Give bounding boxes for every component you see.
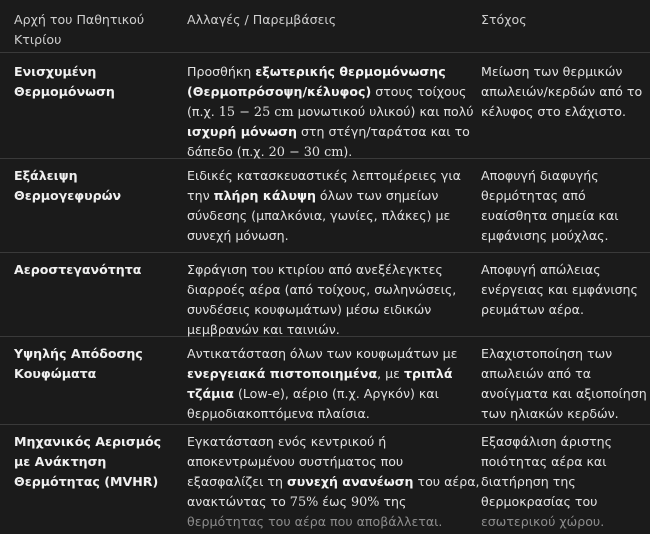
row-changes (187, 260, 457, 340)
table-row (0, 344, 650, 425)
row-changes-line: δάπεδο (π.χ. 20 − 30 cm). (187, 144, 353, 160)
row-changes-line: μεμβρανών και ταινιών. (187, 322, 340, 337)
header-changes-label: Αλλαγές / Παρεμβάσεις (187, 12, 337, 27)
row-goal-line: Αποφυγή απώλειας (481, 262, 601, 277)
row-goal-line: διατήρηση της (481, 474, 576, 489)
row-changes-line: Εγκατάσταση ενός κεντρικού ή (187, 434, 387, 449)
row-changes (187, 62, 474, 162)
row-goal-line: Μείωση των θερμικών (481, 64, 623, 79)
row-principle-line: Θερμομόνωση (14, 84, 115, 99)
table-row (0, 260, 650, 337)
row-goal-line: θερμότητας από (481, 188, 586, 203)
row-principle-line: με Ανάκτηση (14, 454, 107, 469)
row-principle-line: Θερμότητας (MVHR) (14, 474, 159, 489)
row-goal (481, 344, 647, 424)
row-principle (14, 432, 174, 492)
row-changes-line: ανακτώντας το 75% έως 90% της (187, 494, 407, 510)
table-header-row (0, 10, 650, 53)
row-changes-line: (Θερμοπρόσοψη/κέλυφος) στους τοίχους (187, 84, 467, 99)
header-principle (14, 10, 174, 50)
header-changes (187, 10, 457, 30)
table-row (0, 62, 650, 159)
row-principle-line: Εξάλειψη (14, 168, 78, 183)
row-changes-line: εξασφαλίζει τη συνεχή ανανέωση του αέρα, (187, 474, 480, 489)
row-goal-line: εσωτερικού χώρου. (481, 514, 605, 529)
row-principle (14, 62, 174, 102)
row-goal-line: Ελαχιστοποίηση των (481, 346, 613, 361)
row-goal-line: ρευμάτων αέρα. (481, 302, 584, 317)
header-goal-label: Στόχος (481, 12, 527, 27)
row-changes-line: Προσθήκη εξωτερικής θερμομόνωσης (187, 64, 446, 79)
header-principle-line2: Κτιρίου (14, 32, 62, 47)
row-goal-line: Αποφυγή διαφυγής (481, 168, 599, 183)
row-changes-line: Σφράγιση του κτιρίου από ανεξέλεγκτες (187, 262, 443, 277)
row-goal (481, 62, 641, 122)
row-goal (481, 166, 641, 246)
row-goal-line: θερμοκρασίας του (481, 494, 598, 509)
row-changes-line: την πλήρη κάλυψη όλων των σημείων (187, 188, 439, 203)
row-changes-line: θερμοδιακοπτόμενα πλαίσια. (187, 406, 370, 421)
row-changes-line: αποκεντρωμένου συστήματος που (187, 454, 404, 469)
row-changes (187, 344, 457, 424)
row-principle (14, 166, 174, 206)
row-changes-line: Ειδικές κατασκευαστικές λεπτομέρειες για (187, 168, 461, 183)
row-goal-line: ενέργειας και εμφάνισης (481, 282, 638, 297)
row-goal (481, 432, 641, 532)
row-principle-line: Μηχανικός Αερισμός (14, 434, 162, 449)
row-changes (187, 166, 461, 246)
row-goal-line: απωλειών από τα (481, 366, 592, 381)
row-changes-line: τζάμια (Low-e), αέριο (π.χ. Αργκόν) και (187, 386, 439, 401)
row-goal-line: απωλειών/κερδών από το (481, 84, 643, 99)
header-goal (481, 10, 641, 30)
row-goal-line: εμφάνισης μούχλας. (481, 228, 609, 243)
row-principle-line: Ενισχυμένη (14, 64, 97, 79)
row-goal-line: ανοίγματα και αξιοποίηση (481, 386, 647, 401)
row-principle (14, 260, 174, 280)
row-changes-line: ενεργειακά πιστοποιημένα, με τριπλά (187, 366, 453, 381)
table-row (0, 166, 650, 253)
row-goal-line: Εξασφάλιση άριστης (481, 434, 613, 449)
table-row (0, 432, 650, 532)
row-goal-line: των ηλιακών κερδών. (481, 406, 619, 421)
row-changes-line: συνδέσεις κουφωμάτων) μέσω ειδικών (187, 302, 432, 317)
row-changes-line: Αντικατάσταση όλων των κουφωμάτων με (187, 346, 458, 361)
row-goal-line: κέλυφος στο ελάχιστο. (481, 104, 627, 119)
row-changes-line: διαρροές αέρα (από τοίχους, σωληνώσεις, (187, 282, 457, 297)
header-principle-line1: Αρχή του Παθητικού (14, 12, 145, 27)
row-principle-line: Κουφώματα (14, 366, 97, 381)
row-changes-line: θερμότητας του αέρα που αποβάλλεται. (187, 514, 443, 529)
row-changes-line: ισχυρή μόνωση στη στέγη/ταράτσα και το (187, 124, 470, 139)
row-goal-line: ποιότητας αέρα και (481, 454, 607, 469)
row-goal-line: ευαίσθητα σημεία και (481, 208, 619, 223)
row-principle (14, 344, 174, 384)
row-changes-line: (π.χ. 15 − 25 cm μονωτικού υλικού) και πολύ (187, 104, 474, 120)
row-changes (187, 432, 480, 532)
row-goal (481, 260, 641, 320)
row-principle-line: Υψηλής Απόδοσης (14, 346, 143, 361)
row-principle-line: Θερμογεφυρών (14, 188, 122, 203)
row-principle-line: Αεροστεγανότητα (14, 262, 142, 277)
row-changes-line: συνεχή μόνωση. (187, 228, 289, 243)
row-changes-line: σύνδεσης (μπαλκόνια, γωνίες, πλάκες) με (187, 208, 451, 223)
